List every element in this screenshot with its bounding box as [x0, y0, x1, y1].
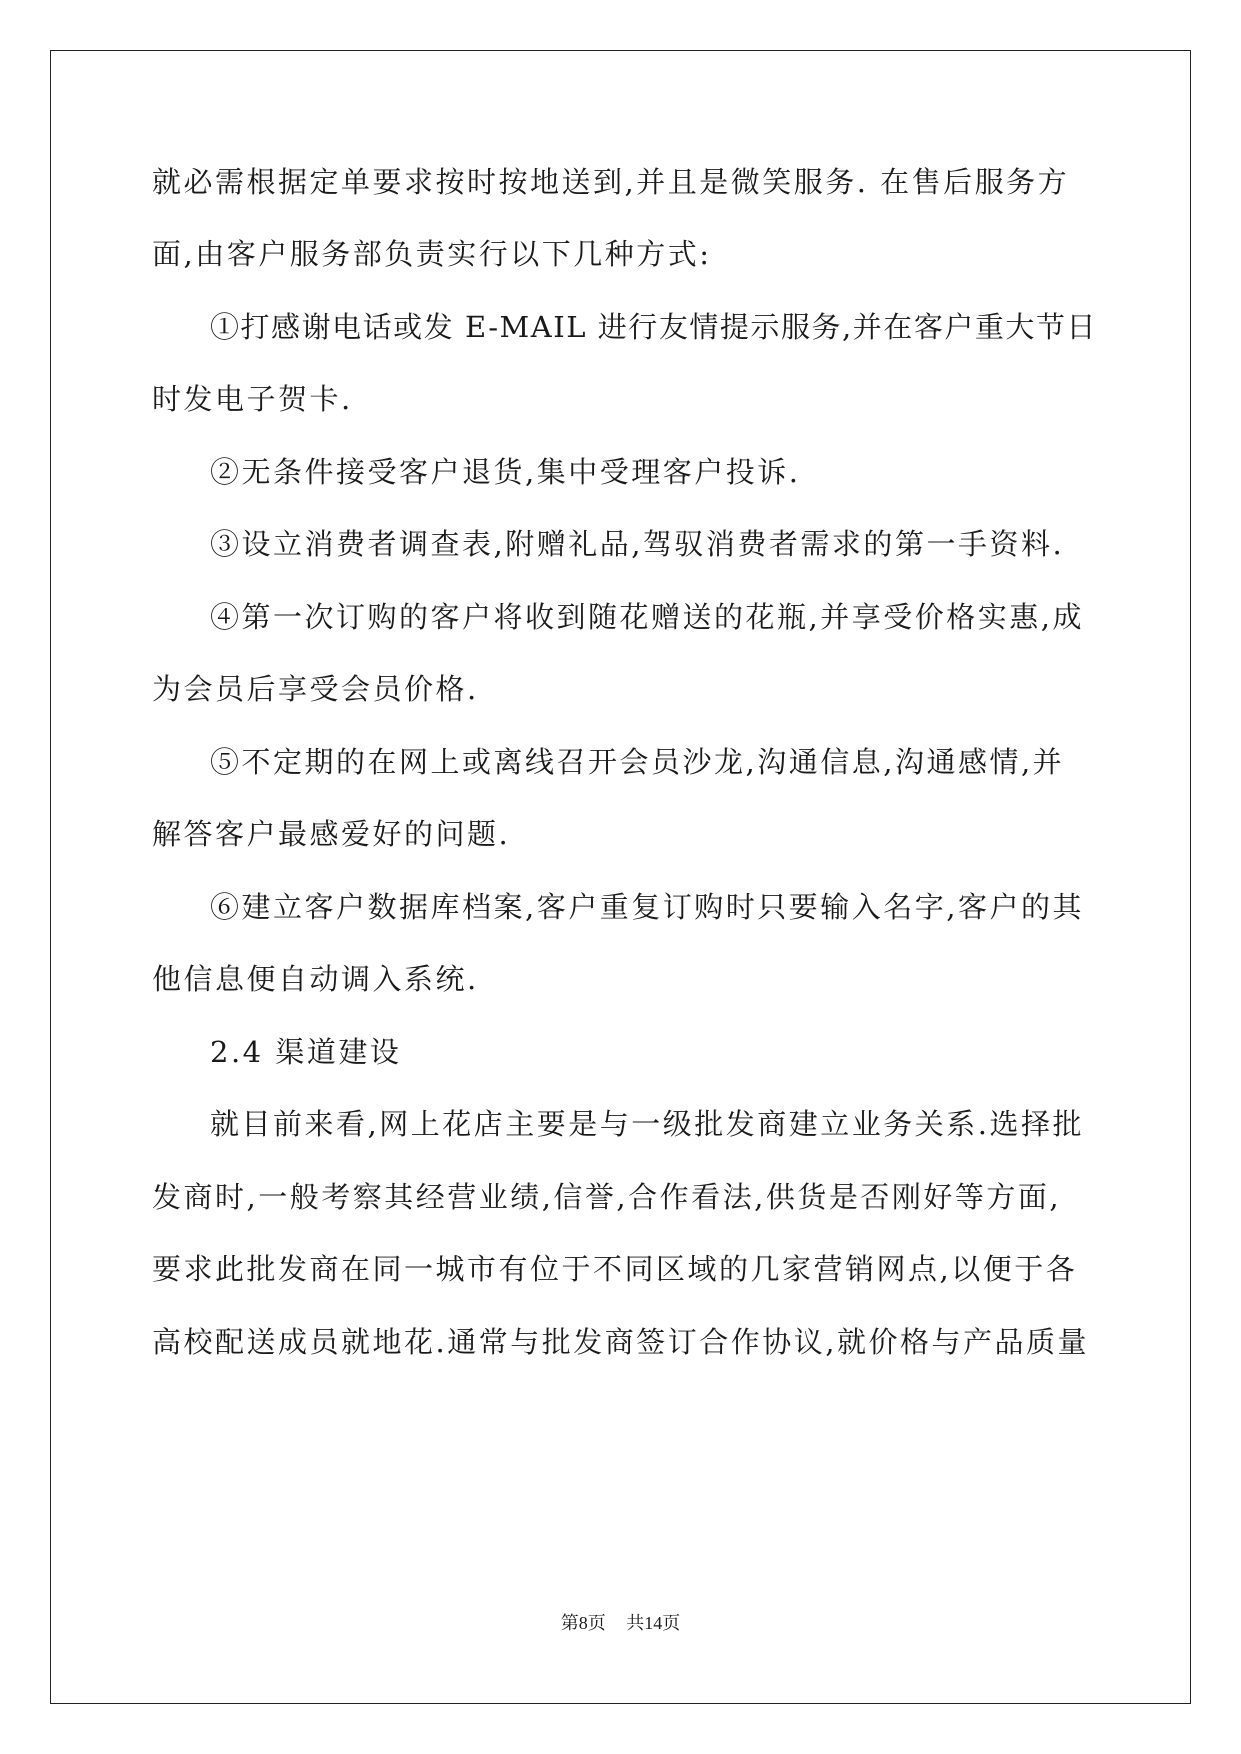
text-line: 就必需根据定单要求按时按地送到,并且是微笑服务. 在售后服务方: [152, 165, 1070, 199]
page-number: 第8页: [560, 1613, 606, 1633]
text-line: 他信息便自动调入系统.: [152, 962, 479, 996]
section-heading: 2.4 渠道建设: [210, 1035, 402, 1069]
text-line: ⑥建立客户数据库档案,客户重复订购时只要输入名字,客户的其: [210, 890, 1084, 924]
text-line: 为会员后享受会员价格.: [152, 672, 479, 706]
total-pages: 共14页: [626, 1613, 681, 1633]
text-line: 发商时,一般考察其经营业绩,信誉,合作看法,供货是否刚好等方面,: [152, 1180, 1062, 1214]
page-footer: [0, 1611, 1241, 1635]
text-line: ④第一次订购的客户将收到随花赠送的花瓶,并享受价格实惠,成: [210, 600, 1084, 634]
text-line: 要求此批发商在同一城市有位于不同区域的几家营销网点,以便于各: [152, 1252, 1078, 1286]
text-line: ⑤不定期的在网上或离线召开会员沙龙,沟通信息,沟通感情,并: [210, 745, 1065, 779]
text-line: ②无条件接受客户退货,集中受理客户投诉.: [210, 455, 801, 489]
page-border: [50, 50, 1191, 1704]
text-line: 面,由客户服务部负责实行以下几种方式:: [152, 237, 712, 271]
text-line: ①打感谢电话或发 E-MAIL 进行友情提示服务,并在客户重大节日: [210, 310, 1098, 344]
text-line: 就目前来看,网上花店主要是与一级批发商建立业务关系.选择批: [210, 1107, 1084, 1141]
text-line: 解答客户最感爱好的问题.: [152, 817, 511, 851]
text-line: 高校配送成员就地花.通常与批发商签订合作协议,就价格与产品质量: [152, 1325, 1089, 1359]
text-line: 时发电子贺卡.: [152, 382, 353, 416]
text-line: ③设立消费者调查表,附赠礼品,驾驭消费者需求的第一手资料.: [210, 527, 1065, 561]
